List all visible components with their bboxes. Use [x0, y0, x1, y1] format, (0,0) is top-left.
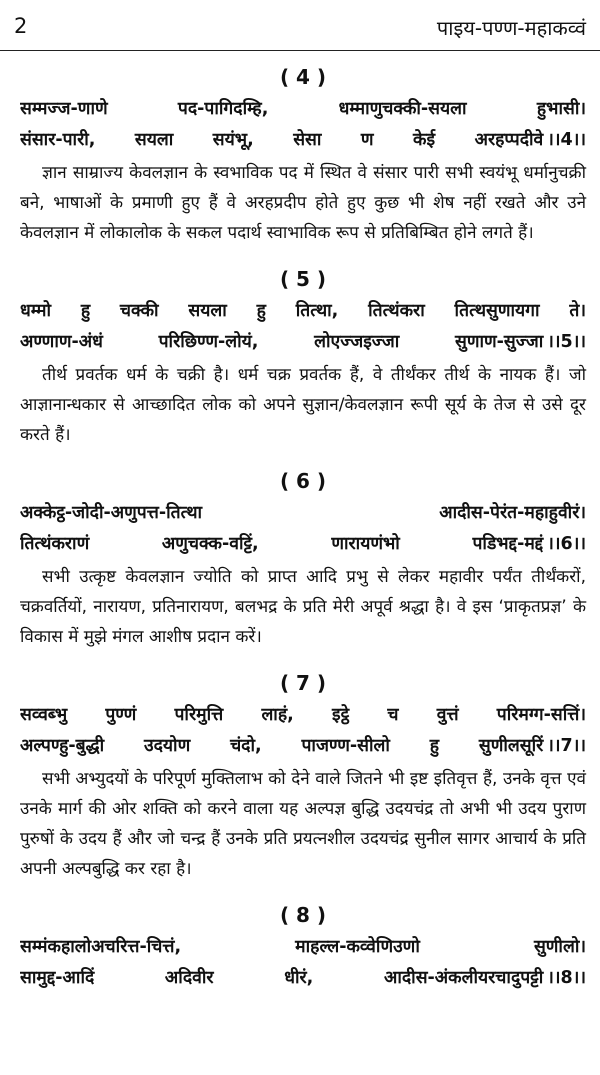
verse-line-2-text: अण्णाण-अंधं परिछिण्ण-लोयं, लोएज्जइज्जा सुणाण-सुज्जा	[20, 332, 544, 352]
page-number: 2	[14, 14, 28, 38]
book-title: पाइय-पण्ण-महाकव्वं	[436, 16, 586, 40]
verse-end-marker: ।।8।।	[547, 968, 586, 988]
page-content	[20, 60, 586, 1008]
verse-line-2-text: अल्पण्हु-बुद्धी उदयोण चंदो, पाजण्ण-सीलो हु सुणीलसूरिं	[20, 736, 544, 756]
page-header	[0, 0, 600, 51]
verse-line-2-text: संसार-पारी, सयला सयंभू, सेसा ण केई अरहप्पदीवे	[20, 130, 544, 150]
verse-end-marker: ।।7।।	[547, 736, 586, 756]
verse-translation: सभी उत्कृष्ट केवलज्ञान ज्योति को प्राप्त आदि प्रभु से लेकर महावीर पर्यंत तीर्थंकरों, चक्रवर्तियों, नारायण, प्रतिनारायण, बलभद्र के प्रति मेरी अपूर्व श्रद्धा है। वे इस ‘प्राकृतप्रज्ञ’ के विकास में मुझे मंगल आशीष प्रदान करें।	[20, 567, 586, 647]
verse-number: ( 4 )	[279, 65, 327, 89]
verse-line-2	[20, 529, 586, 560]
verse-number: ( 8 )	[279, 903, 327, 927]
verse-line-1: अक्केट्ठ-जोदी-अणुपत्त-तित्था आदीस-पेरंत-महाहुवीरं।	[20, 503, 586, 523]
verse-end-marker: ।।5।।	[547, 332, 586, 352]
verse-end-marker: ।।4।।	[547, 130, 586, 150]
verse-6	[20, 464, 586, 652]
verse-translation: ज्ञान साम्राज्य केवलज्ञान के स्वभाविक पद में स्थित वे संसार पारी सभी स्वयंभू धर्मानुचक्री बने, भाषाओं के प्रमाणी हुए हैं वे अरहप्रदीप होते हुए कुछ भी शेष नहीं रखते और उने केवलज्ञान में लोकालोक के सकल पदार्थ स्वाभाविक रूप से प्रतिबिम्बित होने लगते हैं।	[20, 163, 586, 243]
verse-line-2	[20, 327, 586, 358]
verse-line-2	[20, 125, 586, 156]
verse-line-2	[20, 731, 586, 762]
verse-line-1: सव्वब्भु पुण्णं परिमुत्ति लाहं, इट्ठे च वुत्तं परिमग्ग-सत्तिं।	[20, 705, 586, 725]
verse-7	[20, 666, 586, 884]
verse-line-1: धम्मो हु चक्की सयला हु तित्था, तित्थंकरा तित्थसुणायगा ते।	[20, 301, 586, 321]
verse-line-2	[20, 963, 586, 994]
verse-8	[20, 898, 586, 994]
verse-number: ( 7 )	[279, 671, 327, 695]
verse-line-1: सम्मंकहालोअचरित्त-चित्तं, माहल्ल-कव्वेणिउणो सुणीलो।	[20, 937, 586, 957]
verse-line-2-text: सामुद्द-आदिं अदिवीर धीरं, आदीस-अंकलीयरचादुपट्टी	[20, 968, 544, 988]
verse-translation: तीर्थ प्रवर्तक धर्म के चक्री है। धर्म चक्र प्रवर्तक हैं, वे तीर्थंकर तीर्थ के नायक हैं। जो आज्ञानान्धकार से आच्छादित लोक को अपने सुज्ञान/केवलज्ञान रूपी सूर्य के तेज से उसे दूर करते हैं।	[20, 365, 586, 445]
verse-translation: सभी अभ्युदयों के परिपूर्ण मुक्तिलाभ को देने वाले जितने भी इष्ट इतिवृत्त हैं, उनके वृत्त एवं उनके मार्ग की ओर शक्ति को करने वाला यह अल्पज्ञ बुद्धि उदयचंद्र तो अभी भी उदय पुराण पुरुषों के उदय हैं और जो चन्द्र हैं उनके प्रति प्रयत्नशील उदयचंद्र सुनील सागर आचार्य के प्रति अपनी अल्पबुद्धि कर रहा है।	[20, 769, 586, 879]
verse-line-1: सम्मज्ज-णाणे पद-पागिदम्हि, धम्माणुचक्की-सयला हुभासी।	[20, 99, 586, 119]
verse-number: ( 6 )	[279, 469, 327, 493]
verse-number: ( 5 )	[279, 267, 327, 291]
verse-4	[20, 60, 586, 248]
verse-end-marker: ।।6।।	[547, 534, 586, 554]
verse-line-2-text: तित्थंकराणं अणुचक्क-वट्टिं, णारायणंभो पडिभद्द-मद्दं	[20, 534, 544, 554]
verse-5	[20, 262, 586, 450]
